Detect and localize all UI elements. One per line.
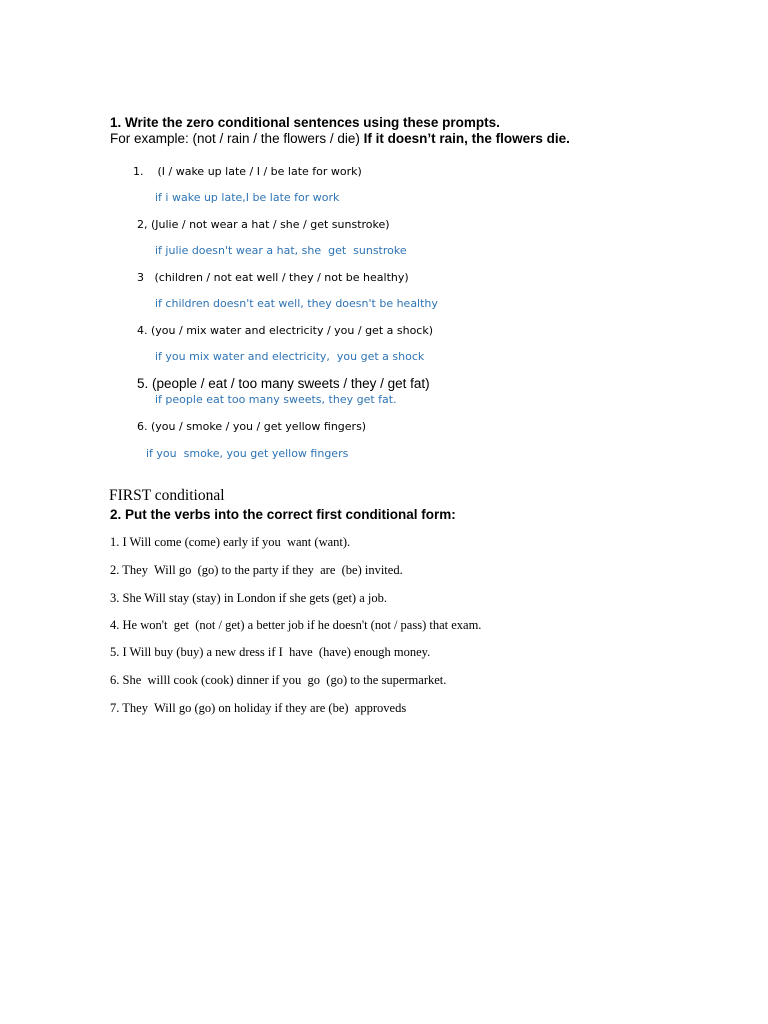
exercise-item-5: 5. I Will buy (buy) a new dress if I have (have) enough money.	[110, 645, 431, 659]
prompt-4: 4. (you / mix water and electricity / you / get a shock)	[137, 324, 434, 337]
exercise-item-2: 2. They Will go (go) to the party if they are (be) invited.	[110, 563, 403, 577]
exercise-item-4: 4. He won't get (not / get) a better job if he doesn't (not / pass) that exam.	[110, 618, 482, 632]
prompt-5: 5. (people / eat / too many sweets / they / get fat)	[137, 376, 430, 391]
prompt-6: 6. (you / smoke / you / get yellow fingers)	[137, 420, 367, 433]
prompt-3: 3 (children / not eat well / they / not be healthy)	[137, 271, 409, 284]
answer-6: if you smoke, you get yellow fingers	[146, 447, 349, 460]
example-prefix: For example: (not / rain / the flowers / die)	[110, 131, 364, 146]
section1-heading: 1. Write the zero conditional sentences using these prompts.	[110, 115, 500, 130]
prompt-1: 1. (I / wake up late / I / be late for work)	[133, 165, 362, 178]
prompt-2: 2, (Julie / not wear a hat / she / get sunstroke)	[137, 218, 390, 231]
section2-heading: 2. Put the verbs into the correct first conditional form:	[110, 507, 456, 522]
exercise-item-3: 3. She Will stay (stay) in London if she gets (get) a job.	[110, 591, 387, 605]
answer-4: if you mix water and electricity, you get a shock	[155, 350, 425, 363]
first-conditional-title: FIRST conditional	[109, 487, 225, 504]
answer-2: if julie doesn't wear a hat, she get sunstroke	[155, 244, 407, 257]
example-answer: If it doesn’t rain, the flowers die.	[363, 131, 570, 146]
answer-5: if people eat too many sweets, they get fat.	[155, 393, 397, 406]
exercise-item-7: 7. They Will go (go) on holiday if they are (be) approveds	[110, 701, 407, 715]
exercise-item-1: 1. I Will come (come) early if you want (want).	[110, 535, 351, 549]
answer-3: if children doesn't eat well, they doesn't be healthy	[155, 297, 438, 310]
exercise-item-6: 6. She willl cook (cook) dinner if you go (go) to the supermarket.	[110, 673, 447, 687]
example-line	[110, 131, 570, 146]
answer-1: if i wake up late,I be late for work	[155, 191, 340, 204]
